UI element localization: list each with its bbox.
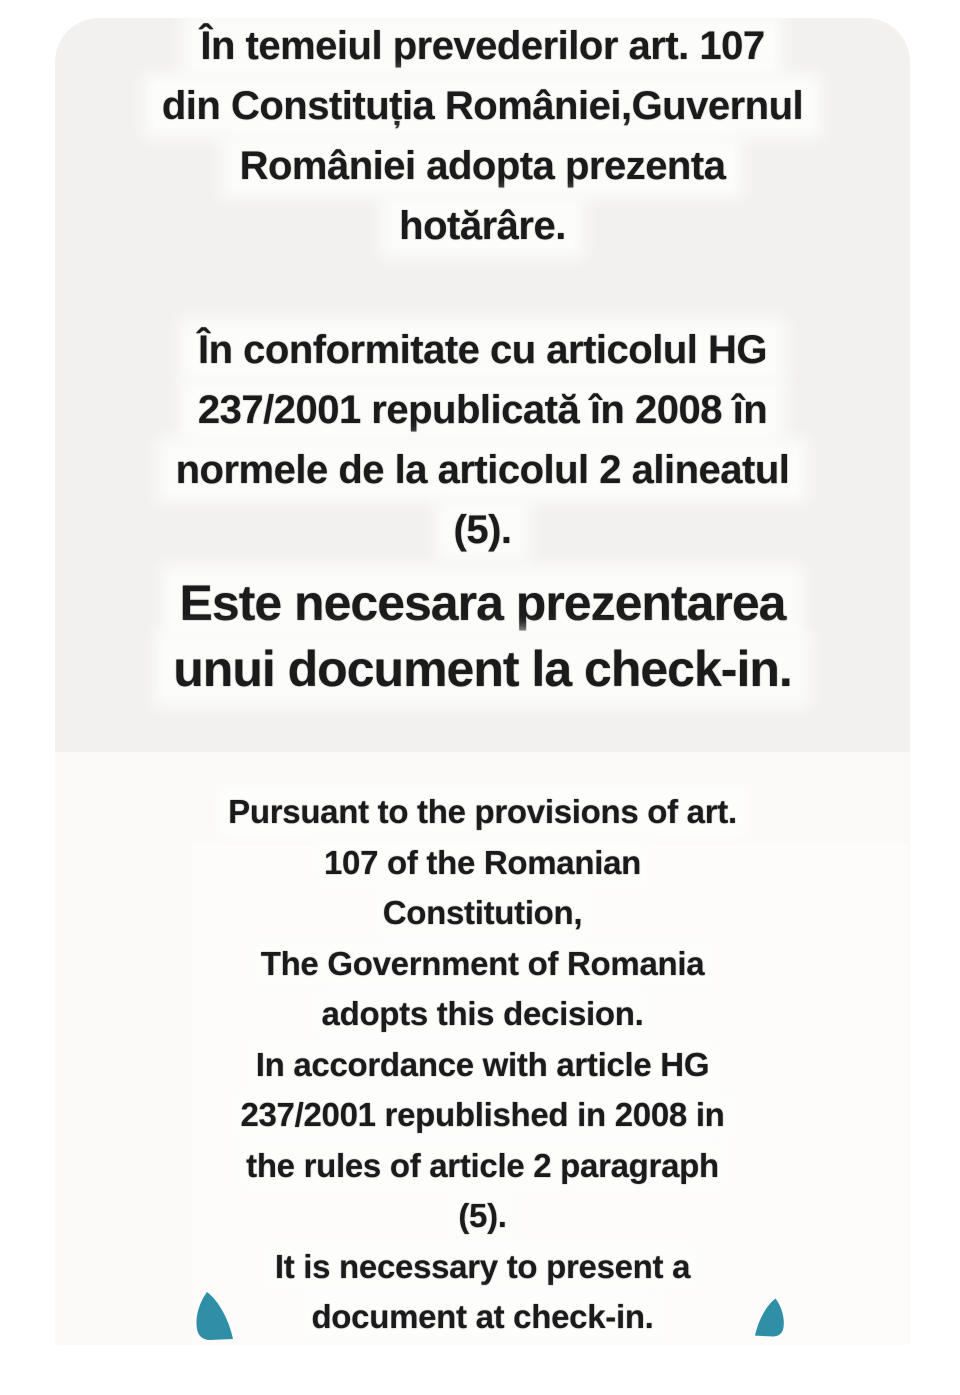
text-line [55,636,910,702]
english-translation-paragraph [55,787,910,1343]
teal-leaf-right-icon [755,1295,785,1340]
text-line [55,440,910,500]
text-line-content: document at check-in. [307,1298,657,1335]
text-line-content: din Constituția României,Guvernul [154,84,811,128]
text-line-content: It is necessary to present a [271,1248,694,1285]
teal-leaf-shape [755,1299,784,1337]
romanian-paragraph-hg-article [55,320,910,560]
text-line-content: hotărâre. [391,204,574,248]
text-line [55,1242,910,1293]
text-line-content: (5). [454,1197,510,1234]
romanian-paragraph-legal-basis [55,18,910,256]
text-line [55,939,910,990]
text-line-content: normele de la articolul 2 alineatul [168,448,798,492]
text-line-content: Pursuant to the provisions of art. [224,793,741,830]
text-line [55,136,910,196]
text-line-content: (5). [446,508,520,552]
bilingual-notice-image [55,18,910,1345]
text-line [55,1090,910,1141]
text-line [55,196,910,256]
text-line [55,787,910,838]
text-line [55,380,910,440]
text-line [55,320,910,380]
text-line [55,989,910,1040]
teal-leaf-left-icon [195,1292,233,1340]
text-line-content: the rules of article 2 paragraph [242,1147,723,1184]
text-line [55,1040,910,1091]
text-line [55,838,910,889]
text-line-content: 237/2001 republished in 2008 in [236,1096,728,1133]
text-line-content: Constitution, [379,894,587,931]
text-line [55,1141,910,1192]
text-line-content: Este necesara prezentarea [172,575,794,631]
text-line-content: In accordance with article HG [252,1046,713,1083]
text-line [55,888,910,939]
text-line-content: României adopta prezenta [232,144,734,188]
text-line [55,1191,910,1242]
text-line [55,18,910,76]
text-line-content: În conformitate cu articolul HG [190,328,775,372]
text-line-content: În temeiul prevederilor art. 107 [192,24,772,68]
text-line-content: The Government of Romania [257,945,709,982]
teal-leaf-shape [196,1292,233,1340]
text-line-content: adopts this decision. [318,995,648,1032]
text-line-content: 237/2001 republicată în 2008 în [190,388,775,432]
text-line [55,570,910,636]
text-line-content: 107 of the Romanian [320,844,645,881]
text-line [55,76,910,136]
text-line-content: unui document la check-in. [165,641,800,697]
text-line [55,500,910,560]
romanian-paragraph-checkin-requirement [55,570,910,702]
